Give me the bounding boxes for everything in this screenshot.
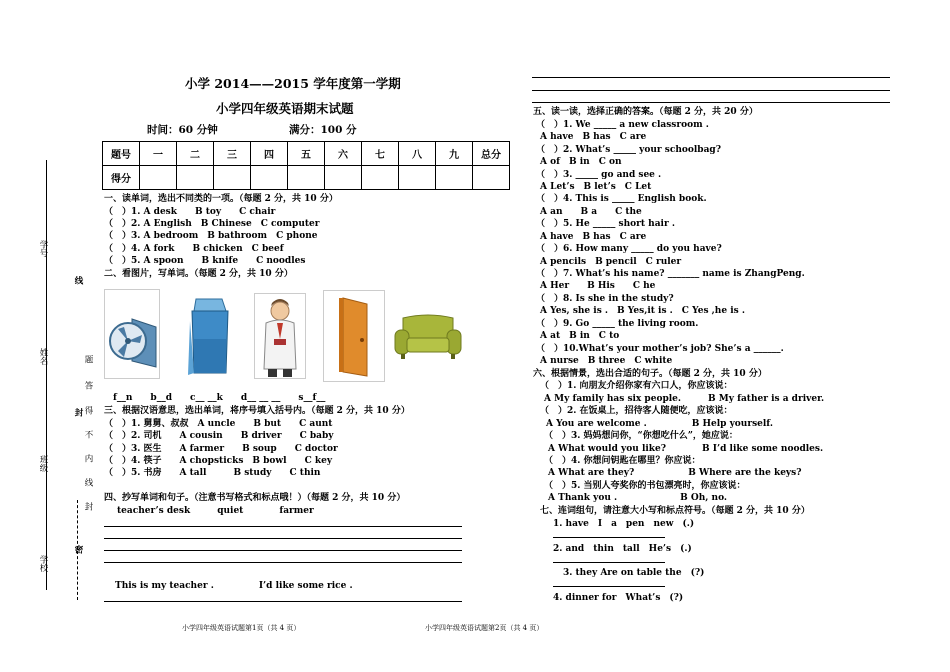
score-table-header-row — [103, 142, 510, 166]
section7-item: 1. have I a pen new (.) — [553, 519, 695, 529]
section1-item[interactable]: （ ）4. A fork B chicken C beef — [104, 244, 284, 254]
section5-line: A nurse B three C white — [540, 356, 673, 366]
exam-title-1: 小学 2014——2015 学年度第一学期 — [185, 76, 401, 91]
section5-line[interactable]: （ ）8. Is she in the study? — [536, 294, 674, 304]
score-cell[interactable] — [436, 166, 473, 190]
section5-line[interactable]: （ ）3. _____ go and see . — [536, 170, 662, 180]
section5-line: A at B in C to — [540, 331, 620, 341]
section5-line[interactable]: （ ）1. We _____ a new classroom . — [536, 120, 709, 130]
section3-title: 三、根据汉语意思，选出单词，将序号填入括号内。（每题 2 分，共 10 分） — [104, 406, 410, 416]
section5-line: A have B has C are — [540, 132, 647, 142]
score-cell[interactable] — [399, 166, 436, 190]
section5-line: A of B in C on — [540, 157, 622, 167]
section5-line: A Yes, she is . B Yes,it is . C Yes ,he is . — [540, 306, 745, 316]
section5-line[interactable]: （ ）6. How many _____ do you have? — [536, 244, 722, 254]
exam-score: 满分：100 分 — [289, 124, 357, 136]
section5-line[interactable]: （ ）2. What’s _____ your schoolbag? — [536, 145, 721, 155]
section7-item: 2. and thin tall He’s (.) — [553, 544, 692, 554]
section1-title: 一、读单词，选出不同类的一项。（每题 2 分，共 10 分） — [104, 194, 338, 204]
section1-item[interactable]: （ ）2. A English B Chinese C computer — [104, 219, 320, 229]
label-xingming: 姓名 — [38, 348, 48, 365]
ruled-line — [532, 77, 890, 78]
section3-item[interactable]: （ ）2. 司机 A cousin B driver C baby — [104, 431, 334, 441]
score-table-score-row — [103, 166, 510, 190]
score-header: 三 — [214, 142, 251, 166]
exam-title-2: 小学四年级英语期末试题 — [216, 101, 354, 116]
seal-char-7: 内 — [83, 454, 93, 463]
seal-char-6: 不 — [83, 430, 93, 439]
section5-line[interactable]: （ ）7. What’s his name? _______ name is ZhangPeng. — [536, 269, 805, 279]
seal-char-4: 封 — [73, 408, 83, 417]
section1-item[interactable]: （ ）3. A bedroom B bathroom C phone — [104, 231, 318, 241]
section6-line: A What would you like? B I’d like some noodles. — [548, 444, 824, 454]
ruled-line — [532, 90, 890, 91]
section5-line: A Her B His C he — [540, 281, 656, 291]
writing-line[interactable] — [104, 601, 462, 602]
score-cell[interactable] — [177, 166, 214, 190]
answer-line[interactable] — [553, 586, 665, 587]
score-table — [102, 141, 510, 190]
seal-char-3: 答 — [83, 381, 93, 390]
score-row-label: 得分 — [103, 166, 140, 190]
section5-title: 五、读一读，选择正确的答案。（每题 2 分，共 20 分） — [533, 107, 758, 117]
score-cell[interactable] — [362, 166, 399, 190]
writing-line[interactable] — [104, 538, 462, 539]
seal-char-1: 线 — [73, 276, 83, 285]
seal-char-5: 得 — [83, 406, 93, 415]
footer-right: 小学四年级英语试题第2页（共 4 页） — [425, 624, 544, 632]
section5-line: A pencils B pencil C ruler — [540, 257, 682, 267]
score-header: 四 — [251, 142, 288, 166]
section6-line[interactable]: （ ）1. 向朋友介绍你家有六口人，你应该说： — [540, 381, 733, 391]
section7-item: 4. dinner for What’s (?) — [553, 593, 684, 603]
section7-item: 3. they Are on table the (?) — [563, 568, 705, 578]
section3-item[interactable]: （ ）1. 舅舅、叔叔 A uncle B but C aunt — [104, 419, 333, 429]
section5-line[interactable]: （ ）10.What’s your mother’s job? She’s a ______. — [536, 344, 784, 354]
answer-line[interactable] — [553, 537, 665, 538]
label-xuexiao: 学校 — [38, 555, 48, 572]
section3-item[interactable]: （ ）4. 筷子 A chopsticks B bowl C key — [104, 456, 333, 466]
section3-item[interactable]: （ ）5. 书房 A tall B study C thin — [104, 468, 321, 478]
section1-item[interactable]: （ ）5. A spoon B knife C noodles — [104, 256, 306, 266]
score-cell[interactable] — [140, 166, 177, 190]
seal-char-8: 线 — [83, 478, 93, 487]
bed-picture — [186, 291, 232, 379]
exam-time: 时间：60 分钟 — [147, 124, 218, 136]
section4-title: 四、抄写单词和句子。（注意书写格式和标点哦！）（每题 2 分，共 10 分） — [104, 493, 406, 503]
score-header: 六 — [325, 142, 362, 166]
section6-line[interactable]: （ ）4. 你想问钥匙在哪里？你应说： — [544, 456, 701, 466]
door-picture — [323, 290, 385, 382]
score-header: 一 — [140, 142, 177, 166]
fan-picture — [104, 289, 160, 379]
score-cell[interactable] — [473, 166, 510, 190]
section4-sentences: This is my teacher . I’d like some rice . — [115, 581, 353, 591]
seal-char-2: 题 — [83, 355, 93, 364]
section6-line: A What are they? B Where are the keys? — [548, 468, 802, 478]
seal-char-10: 密 — [73, 545, 83, 554]
score-header: 八 — [399, 142, 436, 166]
section6-line[interactable]: （ ）5. 当别人夸奖你的书包漂亮时，你应该说： — [544, 481, 746, 491]
score-cell[interactable] — [214, 166, 251, 190]
footer-left: 小学四年级英语试题第1页（共 4 页） — [182, 624, 301, 632]
score-cell[interactable] — [251, 166, 288, 190]
section5-line[interactable]: （ ）4. This is _____ English book. — [536, 194, 707, 204]
seal-char-9: 封 — [83, 502, 93, 511]
writing-line[interactable] — [104, 526, 462, 527]
sofa-picture — [393, 312, 463, 362]
section6-line: A Thank you . B Oh, no. — [548, 493, 728, 503]
section7-title: 七、连词组句，请注意大小写和标点符号。（每题 2 分，共 10 分） — [540, 506, 810, 516]
section5-line[interactable]: （ ）9. Go _____ the living room. — [536, 319, 699, 329]
section6-title: 六、根据情景，选出合适的句子。（每题 2 分，共 10 分） — [533, 369, 767, 379]
section6-line: A My family has six people. B My father is a driver. — [544, 394, 825, 404]
section3-item[interactable]: （ ）3. 医生 A farmer B soup C doctor — [104, 444, 338, 454]
score-header: 五 — [288, 142, 325, 166]
label-xuehao: 学号 — [38, 240, 48, 257]
ruled-line — [532, 102, 890, 103]
writing-line[interactable] — [104, 550, 462, 551]
answer-line[interactable] — [553, 562, 665, 563]
score-header: 总分 — [473, 142, 510, 166]
score-header: 九 — [436, 142, 473, 166]
section6-line[interactable]: （ ）3. 妈妈想问你，“你想吃什么”，她应说： — [544, 431, 738, 441]
section5-line: A have B has C are — [540, 232, 647, 242]
score-header: 七 — [362, 142, 399, 166]
section2-blanks[interactable]: f__n b__d c__ __k d__ __ __ s__f__ — [113, 393, 326, 403]
score-header: 二 — [177, 142, 214, 166]
section5-line: A Let’s B let’s C Let — [540, 182, 652, 192]
section6-line: A You are welcome . B Help yourself. — [546, 419, 773, 429]
score-header: 题号 — [103, 142, 140, 166]
binding-margin-line — [46, 160, 47, 590]
section1-item[interactable]: （ ）1. A desk B toy C chair — [104, 207, 276, 217]
section4-words: teacher’s desk quiet farmer — [117, 506, 314, 516]
score-cell[interactable] — [288, 166, 325, 190]
section2-title: 二、看图片，写单词。（每题 2 分，共 10 分） — [104, 269, 293, 279]
label-banji: 班级 — [38, 455, 48, 472]
section5-line: A an B a C the — [540, 207, 642, 217]
section6-line[interactable]: （ ）2. 在饭桌上，招待客人随便吃，应该说： — [540, 406, 733, 416]
score-cell[interactable] — [325, 166, 362, 190]
section5-line[interactable]: （ ）5. He _____ short hair . — [536, 219, 675, 229]
writing-line[interactable] — [104, 562, 462, 563]
cook-picture — [254, 293, 306, 379]
